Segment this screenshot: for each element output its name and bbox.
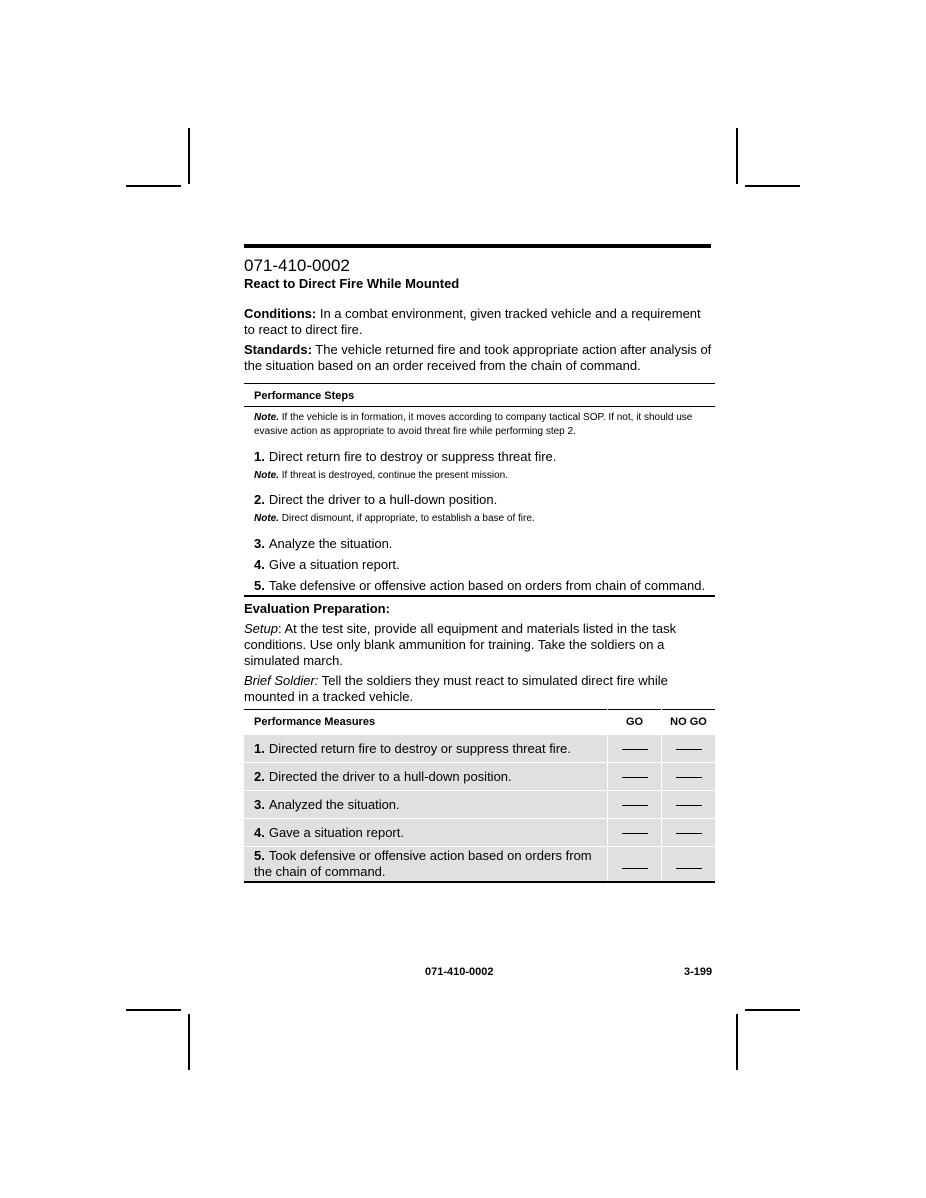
nogo-header: NO GO: [662, 710, 716, 735]
go-header: GO: [608, 710, 662, 735]
nogo-line: [676, 833, 702, 834]
go-blank[interactable]: [608, 763, 662, 791]
crop-mark-bottom-right-horizontal: [745, 1009, 800, 1011]
conditions: [244, 306, 715, 338]
evaluation-heading: Evaluation Preparation:: [244, 601, 390, 616]
nogo-blank[interactable]: [662, 791, 716, 819]
step-number: 5.: [254, 578, 265, 593]
crop-mark-top-left-horizontal: [126, 185, 181, 187]
crop-mark-bottom-left-horizontal: [126, 1009, 181, 1011]
measure-description: Gave a situation report.: [268, 824, 404, 840]
note-text: Direct dismount, if appropriate, to establish a base of fire.: [279, 513, 535, 524]
note-text: If the vehicle is in formation, it moves according to company tactical SOP. If not, it should use evasive action as appropriate to avoid threat fire while performing step 2.: [254, 412, 693, 437]
measure-text: [244, 763, 608, 791]
nogo-line: [676, 777, 702, 778]
measure-row-4: [244, 819, 715, 847]
measure-number: 1.: [254, 740, 265, 756]
measure-description: Directed the driver to a hull-down position.: [268, 768, 512, 784]
step-2-note: [244, 512, 715, 526]
note-label: Note.: [254, 513, 279, 524]
task-content: [244, 244, 715, 883]
nogo-line: [676, 868, 702, 869]
step-number: 4.: [254, 557, 265, 572]
measure-row-5: [244, 847, 715, 883]
step-text: Analyze the situation.: [268, 536, 393, 551]
measure-description: Directed return fire to destroy or suppress threat fire.: [268, 740, 571, 756]
title-rule: [244, 244, 711, 248]
go-blank[interactable]: [608, 819, 662, 847]
step-4: [244, 557, 715, 573]
go-line: [622, 805, 648, 806]
go-blank[interactable]: [608, 847, 662, 883]
crop-mark-top-right-vertical: [736, 128, 738, 184]
measure-description: Analyzed the situation.: [268, 796, 400, 812]
footer-task-number: 071-410-0002: [425, 966, 494, 978]
step-2: [244, 492, 715, 508]
step-text: Give a situation report.: [268, 557, 400, 572]
footer-page-number: 3-199: [684, 966, 713, 978]
note-label: Note.: [254, 412, 279, 423]
measure-number: 4.: [254, 824, 265, 840]
setup-label: Setup: [244, 621, 278, 636]
go-blank[interactable]: [608, 791, 662, 819]
conditions-label: Conditions:: [244, 306, 317, 321]
standards: [244, 342, 715, 374]
step-number: 3.: [254, 536, 265, 551]
evaluation-brief: [244, 673, 715, 705]
evaluation-rule: [244, 595, 715, 597]
step-number: 1.: [254, 449, 265, 464]
crop-mark-bottom-right-vertical: [736, 1014, 738, 1070]
measure-text: [244, 847, 608, 883]
measure-row-2: [244, 763, 715, 791]
step-1: [244, 449, 715, 465]
brief-label: Brief Soldier:: [244, 673, 319, 688]
note-text: If threat is destroyed, continue the present mission.: [279, 470, 509, 481]
step-text: Direct the driver to a hull-down position.: [268, 492, 498, 507]
step-1-note: [244, 469, 715, 483]
evaluation-setup: [244, 621, 715, 669]
setup-text: : At the test site, provide all equipment and materials listed in the task conditions. Use only blank ammunition for training. Take the soldiers on a simulated march.: [244, 621, 677, 668]
measures-header-row: [244, 710, 715, 735]
nogo-blank[interactable]: [662, 847, 716, 883]
task-number: 071-410-0002: [244, 256, 350, 275]
intro-note: [244, 411, 715, 439]
measure-description: Took defensive or offensive action based on orders from the chain of command.: [254, 848, 592, 879]
measure-text: [244, 819, 608, 847]
measure-number: 2.: [254, 768, 265, 784]
go-blank[interactable]: [608, 735, 662, 763]
step-text: Take defensive or offensive action based on orders from chain of command.: [268, 578, 706, 593]
measure-row-1: [244, 735, 715, 763]
step-number: 2.: [254, 492, 265, 507]
standards-text: The vehicle returned fire and took appropriate action after analysis of the situation based on an order received from the chain of command.: [244, 342, 712, 373]
go-line: [622, 777, 648, 778]
nogo-blank[interactable]: [662, 819, 716, 847]
crop-mark-top-right-horizontal: [745, 185, 800, 187]
nogo-blank[interactable]: [662, 763, 716, 791]
performance-steps-header: Performance Steps: [244, 383, 715, 407]
measure-text: [244, 735, 608, 763]
measure-number: 3.: [254, 796, 265, 812]
measure-row-3: [244, 791, 715, 819]
brief-text: Tell the soldiers they must react to simulated direct fire while mounted in a tracked vehicle.: [244, 673, 668, 704]
step-3: [244, 536, 715, 552]
measures-header: Performance Measures: [244, 710, 608, 735]
note-label: Note.: [254, 470, 279, 481]
step-5: [244, 578, 715, 594]
nogo-blank[interactable]: [662, 735, 716, 763]
go-line: [622, 868, 648, 869]
standards-label: Standards:: [244, 342, 312, 357]
crop-mark-top-left-vertical: [188, 128, 190, 184]
task-title: React to Direct Fire While Mounted: [244, 276, 460, 291]
conditions-text: In a combat environment, given tracked vehicle and a requirement to react to direct fire.: [244, 306, 701, 337]
nogo-line: [676, 749, 702, 750]
measure-number: 5.: [254, 848, 265, 863]
go-line: [622, 833, 648, 834]
nogo-line: [676, 805, 702, 806]
measure-text: [244, 791, 608, 819]
step-text: Direct return fire to destroy or suppress threat fire.: [268, 449, 557, 464]
crop-mark-bottom-left-vertical: [188, 1014, 190, 1070]
go-line: [622, 749, 648, 750]
performance-measures-table: [244, 709, 715, 883]
